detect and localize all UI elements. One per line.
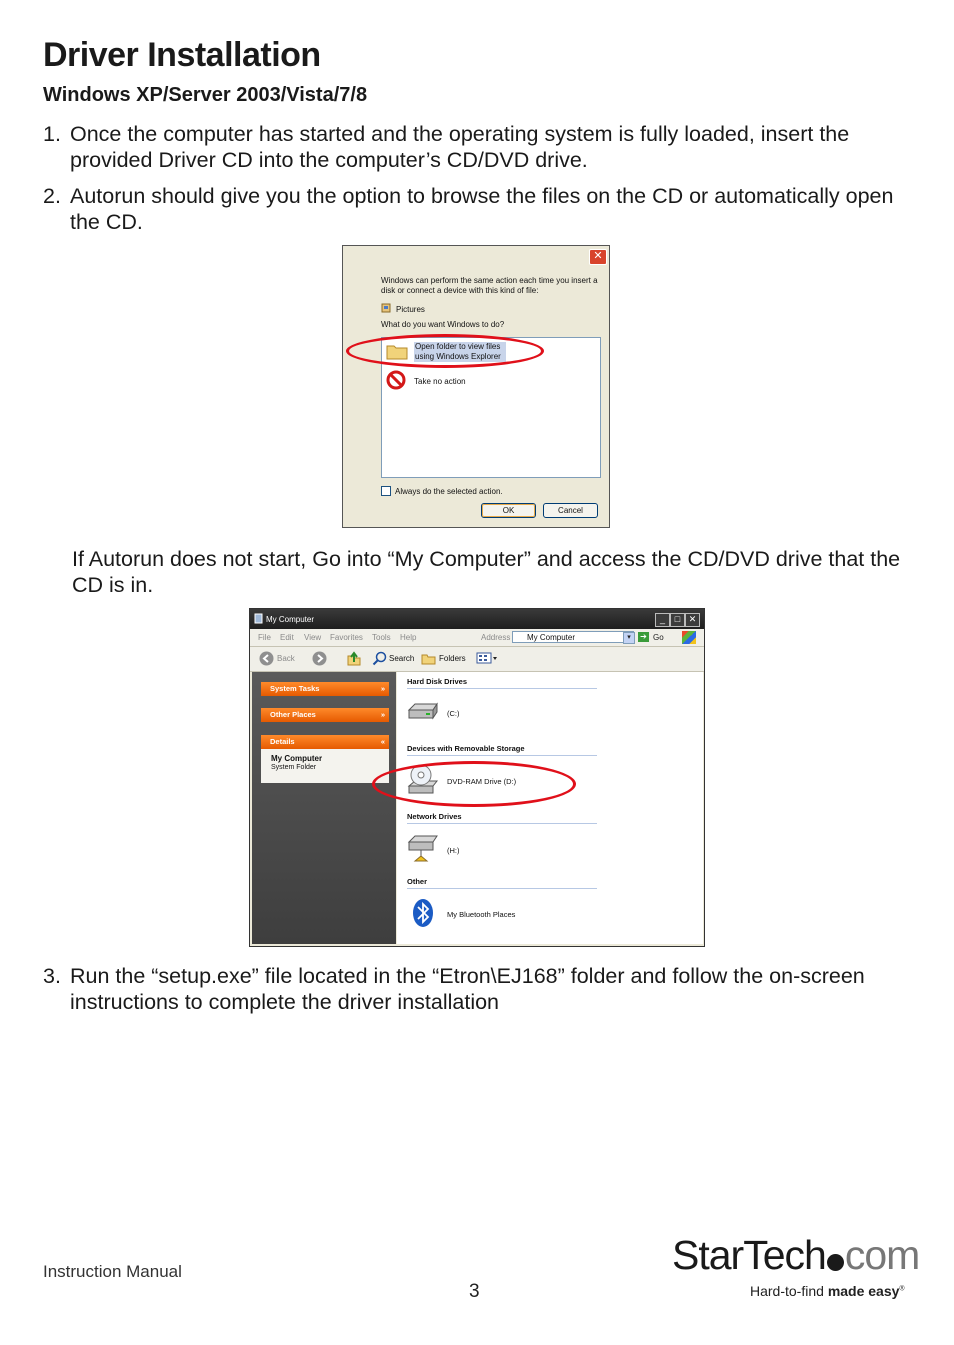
always-checkbox[interactable]	[381, 486, 391, 496]
option-open-label: Open folder to view files using Windows Explorer	[414, 342, 506, 362]
chevron-down-icon[interactable]: »	[380, 710, 385, 719]
windows-logo-icon	[682, 631, 696, 644]
logo-dot-icon	[827, 1254, 844, 1271]
logo-com: com	[844, 1232, 920, 1278]
chevron-up-icon[interactable]: «	[380, 737, 385, 746]
bluetooth-icon	[407, 897, 439, 931]
section-subtitle: Windows XP/Server 2003/Vista/7/8	[43, 84, 368, 106]
content-pane	[397, 672, 703, 944]
group-network-drives: Network Drives	[407, 812, 597, 824]
panel-other-places[interactable]	[261, 708, 389, 722]
network-drive-icon	[407, 834, 439, 866]
close-button[interactable]: ✕	[589, 249, 607, 265]
group-other: Other	[407, 877, 597, 889]
back-label[interactable]: Back	[277, 654, 295, 663]
group-hard-disk-drives: Hard Disk Drives	[407, 677, 597, 689]
no-action-icon	[386, 370, 406, 392]
page-title: Driver Installation	[43, 36, 321, 74]
step-text: Once the computer has started and the operating system is fully loaded, insert the provided Driver CD into the computer’s CD/DVD drive.	[70, 122, 850, 172]
tagline-bold: made easy	[827, 1283, 900, 1299]
address-field[interactable]: My Computer	[512, 631, 634, 643]
window-titlebar	[250, 609, 704, 629]
pictures-icon	[381, 303, 391, 315]
option-none-label: Take no action	[414, 376, 466, 386]
menu-bar	[250, 629, 704, 647]
content-type-label: Pictures	[396, 304, 425, 314]
details-box	[261, 749, 389, 783]
dialog-intro: Windows can perform the same action each time you insert a disk or connect a device with this kind of file:	[381, 276, 598, 295]
address-label: Address	[481, 633, 511, 642]
highlight-ring	[372, 761, 576, 807]
highlight-ring	[346, 334, 544, 368]
step-1	[43, 121, 913, 173]
step-number: 1.	[43, 122, 61, 146]
step-text: Autorun should give you the option to browse the files on the CD or automatically open the CD.	[70, 184, 894, 234]
drive-label: DVD-RAM Drive (D:)	[447, 776, 517, 786]
chevron-down-icon[interactable]: »	[380, 684, 385, 693]
maximize-icon[interactable]: □	[670, 613, 685, 627]
my-computer-window	[249, 608, 705, 947]
hard-drive-icon	[407, 702, 439, 724]
views-icon[interactable]	[476, 652, 498, 666]
forward-icon[interactable]	[312, 651, 327, 668]
search-icon[interactable]	[372, 651, 387, 668]
always-label: Always do the selected action.	[395, 486, 503, 496]
step-2	[43, 183, 913, 235]
menu-file[interactable]: File	[258, 633, 271, 642]
menu-favorites[interactable]: Favorites	[330, 633, 363, 642]
go-button[interactable]: Go	[653, 633, 664, 642]
panel-system-tasks[interactable]	[261, 682, 389, 696]
window-title: My Computer	[266, 615, 315, 624]
step-number: 3.	[43, 964, 61, 988]
panel-label: Details	[270, 737, 295, 746]
footer-manual-label: Instruction Manual	[43, 1262, 182, 1281]
dialog-question: What do you want Windows to do?	[381, 320, 505, 329]
menu-edit[interactable]: Edit	[280, 633, 294, 642]
up-folder-icon[interactable]	[347, 651, 361, 668]
item-label: My Bluetooth Places	[447, 909, 516, 919]
drive-c[interactable]	[407, 702, 460, 724]
panel-label: System Tasks	[270, 684, 320, 693]
close-icon[interactable]: ✕	[685, 613, 700, 627]
menu-help[interactable]: Help	[400, 633, 417, 642]
drive-h[interactable]	[407, 834, 460, 866]
step-number: 2.	[43, 184, 61, 208]
logo-main: StarTech	[672, 1232, 826, 1278]
tagline-registered: ®	[899, 1285, 905, 1293]
option-take-no-action[interactable]	[386, 370, 466, 392]
always-checkbox-row[interactable]	[381, 486, 503, 496]
folders-icon[interactable]	[421, 651, 436, 667]
drive-label: (H:)	[447, 845, 460, 855]
task-pane	[252, 672, 396, 944]
back-icon[interactable]	[259, 651, 274, 668]
autoplay-dialog	[342, 245, 610, 528]
menu-view[interactable]: View	[304, 633, 322, 642]
menu-tools[interactable]: Tools	[372, 633, 391, 642]
details-title: My Computer	[271, 754, 323, 763]
step-text: Run the “setup.exe” file located in the “Etron\EJ168” folder and follow the on-screen instructions to complete the driver installation	[70, 964, 865, 1014]
autorun-note: If Autorun does not start, Go into “My Computer” and access the CD/DVD drive that the CD is in.	[72, 547, 901, 597]
content-type	[381, 303, 425, 315]
ok-button[interactable]: OK	[481, 503, 536, 518]
tagline-light: Hard-to-find	[750, 1283, 828, 1299]
cancel-button[interactable]: Cancel	[543, 503, 598, 518]
group-removable-storage: Devices with Removable Storage	[407, 744, 597, 756]
page-number: 3	[469, 1281, 480, 1302]
search-label[interactable]: Search	[389, 654, 415, 663]
go-arrow-icon[interactable]: ➔	[638, 632, 649, 642]
drive-label: (C:)	[447, 708, 460, 718]
step-3	[43, 963, 913, 1015]
minimize-icon[interactable]: _	[655, 613, 670, 627]
computer-icon	[254, 613, 263, 626]
panel-label: Other Places	[270, 710, 316, 719]
panel-details[interactable]	[261, 735, 389, 749]
bluetooth-places[interactable]	[407, 897, 515, 931]
details-subtitle: System Folder	[271, 764, 317, 771]
toolbar	[250, 647, 704, 672]
logo-tagline	[750, 1283, 905, 1299]
folders-label[interactable]: Folders	[439, 654, 466, 663]
address-dropdown-icon[interactable]: ▾	[623, 632, 635, 644]
startech-logo	[672, 1232, 919, 1279]
